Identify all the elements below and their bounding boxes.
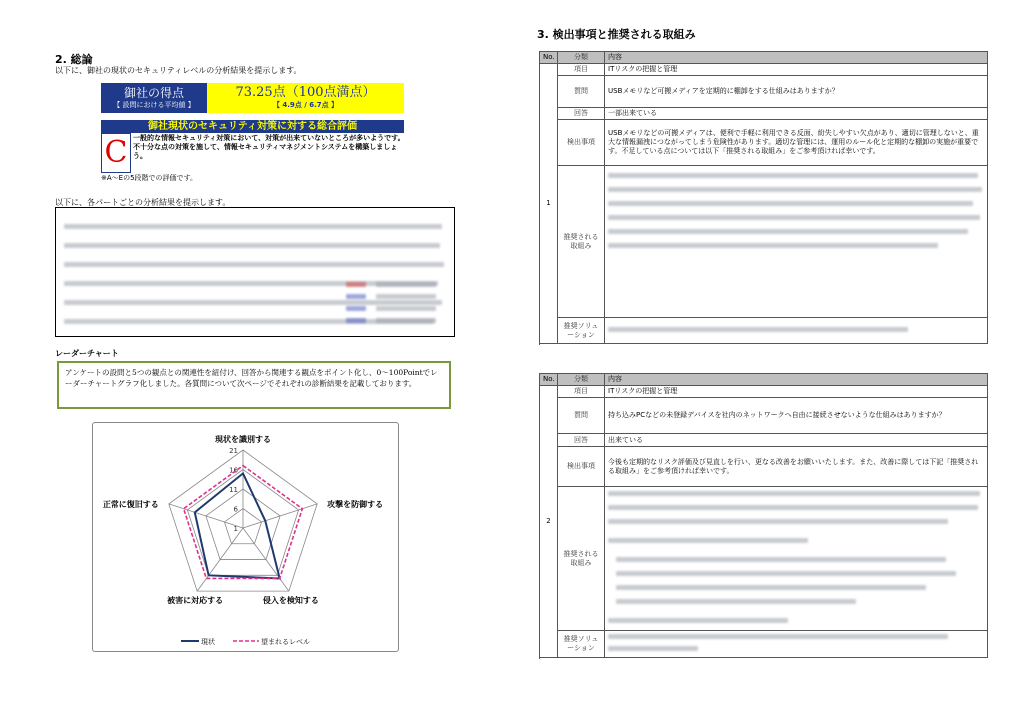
label-answer: 回答 xyxy=(558,108,605,120)
header-kind: 分類 xyxy=(558,374,605,386)
parts-analysis-box xyxy=(55,207,455,337)
blurred-line xyxy=(64,224,442,229)
label-recommend: 推奨される取組み xyxy=(558,487,605,631)
answer-value: 一部出来ている xyxy=(605,108,988,120)
legend-target-label: 望まれるレベル xyxy=(261,638,310,646)
score-detail: 【 4.9点 / 6.7点 】 xyxy=(272,101,339,109)
label-question: 質問 xyxy=(558,76,605,108)
row-number: 1 xyxy=(540,64,558,344)
radar-chart xyxy=(93,423,398,651)
section-title-findings: 3. 検出事項と推奨される取組み xyxy=(537,28,696,41)
question-value: 持ち込みPCなどの未登録デバイスを社内のネットワークへ自由に接続させないような仕組みはありますか？ xyxy=(605,398,988,434)
score-value: 73.25点（100点満点） xyxy=(235,85,376,100)
label-item: 項目 xyxy=(558,64,605,76)
radar-tick-label: 6 xyxy=(233,505,238,514)
grade-letter: C xyxy=(104,135,128,170)
recommend-blurred xyxy=(605,166,988,318)
radar-category-label: 現状を識別する xyxy=(215,435,271,444)
label-finding: 検出事項 xyxy=(558,447,605,487)
header-content: 内容 xyxy=(605,52,988,64)
radar-category-label: 攻撃を防御する xyxy=(327,499,384,509)
parts-intro: 以下に、各パートごとの分析結果を提示します。 xyxy=(55,198,231,207)
score-label-box xyxy=(101,83,207,113)
score-value-box xyxy=(207,83,404,113)
label-finding: 検出事項 xyxy=(558,120,605,166)
item-value: ITリスクの把握と管理 xyxy=(605,64,988,76)
radar-heading: レーダーチャート xyxy=(55,349,119,358)
radar-spoke xyxy=(243,504,317,528)
solution-blurred xyxy=(605,631,988,658)
score-label: 御社の得点 xyxy=(123,86,184,100)
evaluation-note: ※A～Eの5段階での評価です。 xyxy=(101,174,197,182)
legend-current-label: 現状 xyxy=(201,638,215,646)
header-content: 内容 xyxy=(605,374,988,386)
row-number: 2 xyxy=(540,386,558,658)
radar-category-label: 被害に対応する xyxy=(167,596,224,606)
score-sub-label: 【 設問における平均値 】 xyxy=(113,101,195,109)
header-no: No. xyxy=(540,52,558,64)
finding-value: USBメモリなどの可搬メディアは、便利で手軽に利用できる反面、紛失しやすい欠点があり、適切に管理しないと、重大な情報漏洩につながってしまう危険性があります。適切な管理には、運用のルール化と定期的な棚卸の実施が重要です。不足している点については以下「推奨される取組み」をご参考頂ければ幸いです。 xyxy=(605,120,988,166)
radar-description-box xyxy=(57,361,451,409)
radar-chart-frame xyxy=(92,422,399,652)
solution-blurred xyxy=(605,318,988,344)
label-question: 質問 xyxy=(558,398,605,434)
radar-spoke xyxy=(169,504,243,528)
evaluation-text: 一般的な情報セキュリティ対策において、対策が出来ていないところが多いようです。不十分な点の対策を施して、情報セキュリティマネジメントシステムを構築しましょう。 xyxy=(133,134,405,160)
label-recommend: 推奨される取組み xyxy=(558,166,605,318)
label-answer: 回答 xyxy=(558,434,605,447)
label-solution: 推奨ソリューション xyxy=(558,631,605,658)
recommend-blurred xyxy=(605,487,988,631)
radar-description: アンケートの設問と5つの観点との関連性を紐付け、回答から関連する観点をポイント化し、0～100Pointでレーダーチャートグラフ化しました。各質問について次ページでそれぞれの診断結果を記載しております。 xyxy=(65,368,438,388)
label-solution: 推奨ソリューション xyxy=(558,318,605,344)
question-value: USBメモリなど可搬メディアを定期的に棚卸をする仕組みはありますか？ xyxy=(605,76,988,108)
answer-value: 出来ている xyxy=(605,434,988,447)
radar-tick-label: 1 xyxy=(233,525,238,533)
header-no: No. xyxy=(540,374,558,386)
blurred-line xyxy=(64,262,444,267)
radar-tick-label: 16 xyxy=(229,466,238,475)
findings-table-1 xyxy=(539,51,988,344)
findings-table-2 xyxy=(539,373,988,658)
radar-category-label: 侵入を検知する xyxy=(262,596,319,606)
radar-tick-label: 21 xyxy=(229,447,238,455)
item-value: ITリスクの把握と管理 xyxy=(605,386,988,398)
label-item: 項目 xyxy=(558,386,605,398)
summary-intro: 以下に、御社の現状のセキュリティレベルの分析結果を提示します。 xyxy=(55,66,302,75)
grade-box xyxy=(101,133,131,173)
finding-value: 今後も定期的なリスク評価及び見直しを行い、更なる改善をお願いいたします。また、改善に際しては下記「推奨される取組み」をご参考頂ければ幸いです。 xyxy=(605,447,988,487)
header-kind: 分類 xyxy=(558,52,605,64)
radar-category-label: 正常に復旧する xyxy=(102,499,159,509)
blurred-line xyxy=(64,243,440,248)
blurred-legend-block xyxy=(346,280,446,332)
section-title-summary: 2. 総論 xyxy=(55,53,93,66)
evaluation-title: 御社現状のセキュリティ対策に対する総合評価 xyxy=(101,120,404,133)
radar-tick-label: 11 xyxy=(229,486,238,494)
